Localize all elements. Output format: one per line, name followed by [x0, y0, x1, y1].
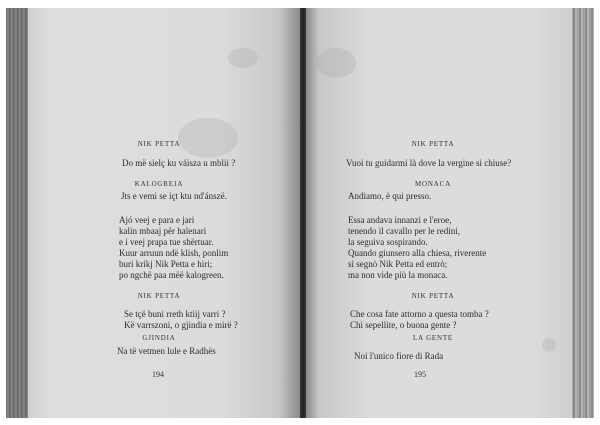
verse-line: Do më sielç ku váisza u mblii ? — [122, 158, 236, 168]
speaker-heading: GJINDIA — [142, 334, 176, 342]
verse-line: Jts e vemi se içt ktu nd'ánszë. — [121, 191, 227, 201]
verse-line: Che cosa fate attorno a questa tomba ? — [350, 309, 489, 319]
page-number: 195 — [414, 370, 426, 379]
stain — [228, 48, 258, 68]
verse-line: Na të vetmen lule e Radhës — [117, 346, 216, 356]
verse-stanza — [348, 215, 486, 281]
verse-line: buri krikj Nik Petta e hiri; — [119, 259, 213, 269]
verse-line: Essa andava innanzi e l'eroe, — [348, 215, 452, 225]
verse-line: Ajó veej e para e jari — [119, 215, 195, 225]
verse-line: Se tçë buni rreth ktiij varri ? — [124, 309, 226, 319]
verse-line: e i veej prapa tue shërtuar. — [119, 237, 214, 247]
speaker-heading: MONACA — [415, 180, 451, 188]
verse-line: si segnò Nik Petta ed entrò; — [348, 259, 448, 269]
verse-line: Noi l'unico fiore di Rada — [354, 351, 444, 361]
verse-line: kalin mbaaj për halenari — [119, 226, 207, 236]
verse-line: Chi sepellite, o buona gente ? — [350, 320, 457, 330]
verse-line: Vuoi tu guidarmi là dove la vergine si chiuse? — [346, 158, 512, 168]
speaker-heading: LA GENTE — [412, 334, 454, 342]
verse-line: ma non vide più la monaca. — [348, 270, 448, 280]
verse-line: Quando giunsero alla chiesa, riverente — [348, 248, 487, 258]
verse-stanza — [119, 215, 228, 281]
right-page-edges — [572, 8, 594, 418]
verse-stanza — [350, 309, 489, 331]
stain — [178, 118, 238, 158]
verse-line: la seguiva sospirando. — [348, 237, 428, 247]
left-page — [28, 8, 300, 418]
stain — [316, 48, 356, 78]
speaker-heading: NIK PETTA — [411, 292, 455, 300]
open-book — [6, 8, 594, 418]
verse-line: Kuur arruun ndë klish, ponlim — [119, 248, 229, 258]
verse-stanza — [124, 309, 238, 331]
speaker-heading: NIK PETTA — [137, 292, 181, 300]
verse-line: Andiamo, è qui presso. — [348, 191, 432, 201]
speaker-heading: NIK PETTA — [411, 140, 455, 148]
verse-line: po ngchë paa mëë kalogreen. — [119, 270, 224, 280]
verse-line: Kë varrszoni, o gjindia e mirë ? — [124, 320, 238, 330]
speaker-heading: NIK PETTA — [137, 140, 181, 148]
verse-line: tenendo il cavallo per le redini, — [348, 226, 460, 236]
speaker-heading: KALOGREJA — [134, 180, 184, 188]
page-number: 194 — [152, 370, 164, 379]
left-page-edges — [6, 8, 28, 418]
right-page — [306, 8, 572, 418]
